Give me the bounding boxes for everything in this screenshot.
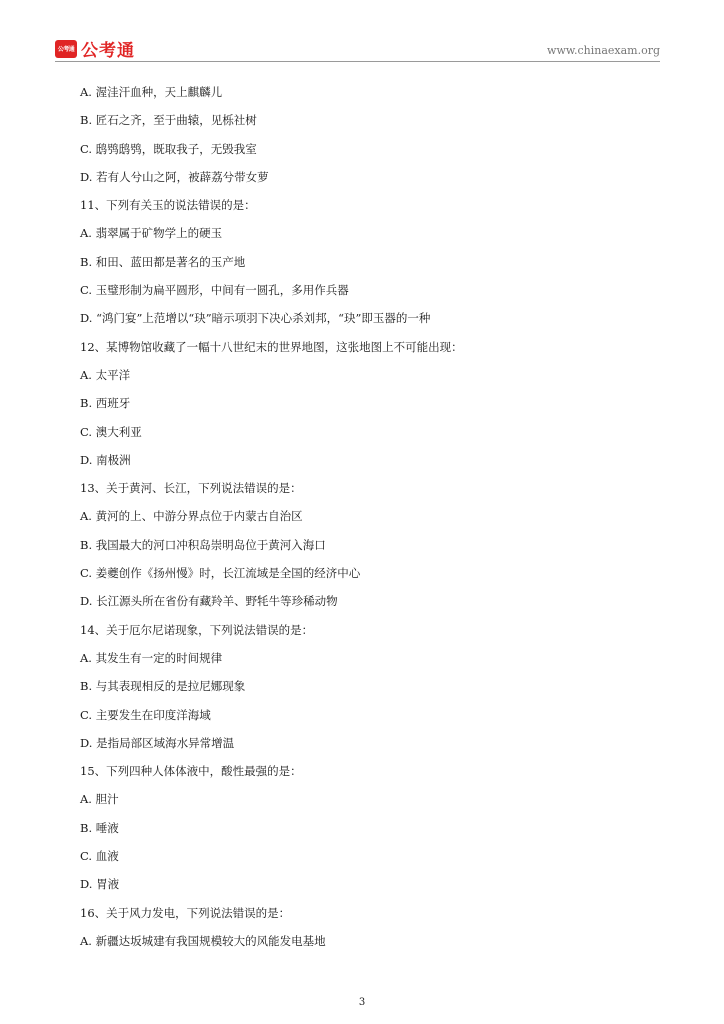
answer-option: C. 主要发生在印度洋海域 [80,707,211,722]
answer-option: D. 是指局部区域海水异常增温 [80,735,235,750]
question-stem: 12、某博物馆收藏了一幅十八世纪末的世界地图，这张地图上不可能出现： [80,339,463,354]
logo-text: 公考通 [81,41,135,61]
answer-option: A. 渥洼汗血种，天上麒麟儿 [80,85,223,99]
answer-option: B. 和田、蓝田都是著名的玉产地 [80,254,246,269]
logo-badge: 公考通 [55,40,77,58]
answer-option: A. 翡翠属于矿物学上的硬玉 [80,226,223,241]
answer-option: D. 南极洲 [80,452,131,467]
answer-option: A. 太平洋 [80,367,131,382]
answer-option: B. 匠石之齐，至于曲辕，见栎社树 [80,113,257,128]
answer-option: A. 胆汁 [80,792,119,807]
answer-option: B. 我国最大的河口冲积岛崇明岛位于黄河入海口 [80,537,326,552]
logo [55,36,135,61]
answer-option: B. 唾液 [80,820,119,835]
answer-option: D. 胃液 [80,877,120,892]
page-header [0,0,724,64]
header-divider [55,61,660,62]
answer-option: C. 姜夔创作《扬州慢》时，长江流域是全国的经济中心 [80,566,361,581]
page-number: 3 [358,997,366,1008]
answer-option: C. 鸱鸮鸱鸮，既取我子，无毁我室 [80,141,257,156]
answer-option: C. 澳大利亚 [80,424,142,439]
question-stem: 14、关于厄尔尼诺现象，下列说法错误的是： [80,622,314,637]
site-url: www.chinaexam.org [547,44,660,57]
answer-option: A. 新疆达坂城建有我国规模较大的风能发电基地 [80,933,326,948]
answer-option: C. 血液 [80,849,119,864]
question-stem: 15、下列四种人体体液中，酸性最强的是： [80,764,302,779]
answer-option: B. 与其表现相反的是拉尼娜现象 [80,679,246,694]
answer-option: C. 玉璧形制为扁平圆形，中间有一圆孔，多用作兵器 [80,283,349,298]
question-stem: 13、关于黄河、长江，下列说法错误的是： [80,481,302,496]
answer-option: B. 西班牙 [80,396,131,411]
answer-option: D. “鸿门宴”上范增以“玦”暗示项羽下决心杀刘邦，“玦”即玉器的一种 [80,311,431,326]
answer-option: D. 若有人兮山之阿，被薜荔兮带女萝 [80,169,269,184]
question-stem: 16、关于风力发电，下列说法错误的是： [80,905,291,920]
question-stem: 11、下列有关玉的说法错误的是： [80,198,256,213]
answer-option: D. 长江源头所在省份有藏羚羊、野牦牛等珍稀动物 [80,594,338,609]
answer-option: A. 黄河的上、中游分界点位于内蒙古自治区 [80,509,303,524]
document-body [80,78,660,955]
answer-option: A. 其发生有一定的时间规律 [80,650,223,665]
